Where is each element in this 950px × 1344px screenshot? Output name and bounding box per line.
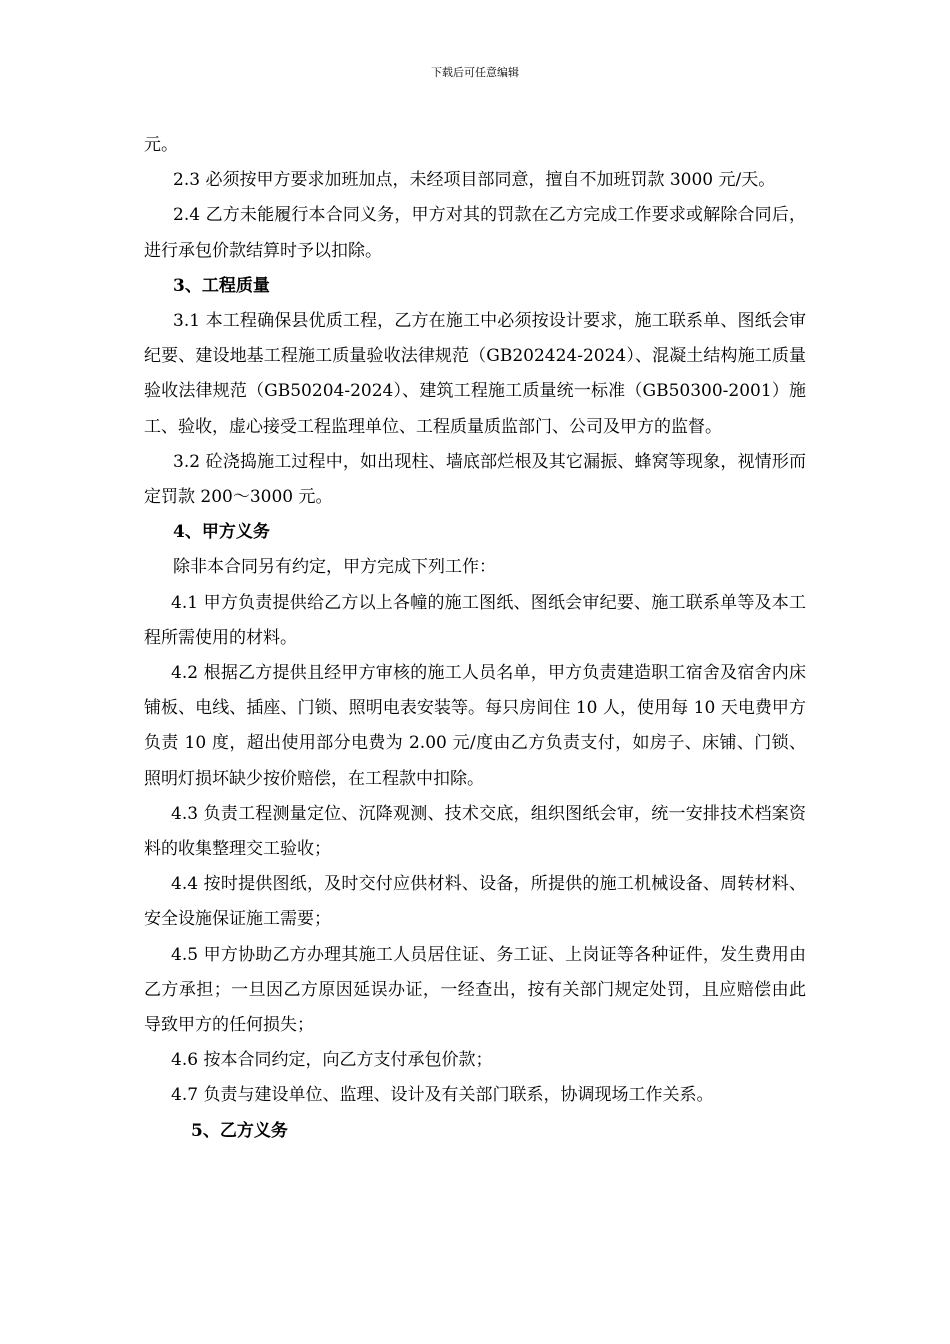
paragraph-4-intro: 除非本合同另有约定，甲方完成下列工作： (173, 557, 496, 578)
paragraph-2-3: 2.3 必须按甲方要求加班加点，未经项目部同意，擅自不加班罚款 3000 元/天。 (173, 170, 776, 191)
paragraph-4-7: 4.7 负责与建设单位、监理、设计及有关部门联系，协调现场工作关系。 (171, 1085, 714, 1106)
document-body (144, 128, 806, 1149)
paragraph-4-4: 4.4 按时提供图纸，及时交付应供材料、设备，所提供的施工机械设备、周转材料、安全设施保证施工需要； (144, 874, 806, 930)
paragraph-4-5: 4.5 甲方协助乙方办理其施工人员居住证、务工证、上岗证等各种证件，发生费用由乙方承担；一旦因乙方原因延误办证，一经查出，按有关部门规定处罚，且应赔偿由此导致甲方的任何损失； (144, 944, 806, 1036)
paragraph-4-3: 4.3 负责工程测量定位、沉降观测、技术交底，组织图纸会审，统一安排技术档案资料的收集整理交工验收； (144, 803, 806, 860)
paragraph-3-2: 3.2 砼浇捣施工过程中，如出现柱、墙底部烂根及其它漏振、蜂窝等现象，视情形而定罚款 200～3000 元。 (144, 451, 806, 508)
section-heading-party-b: 5、乙方义务 (191, 1120, 288, 1141)
paragraph-3-1: 3.1 本工程确保县优质工程，乙方在施工中必须按设计要求，施工联系单、图纸会审纪要、建设地基工程施工质量验收法律规范（GB202424-2024）、混凝土结构施工质量验收法律规范（GB50204-2024）、建筑工程施工质量统一标准（GB50300-2001）施工、验收，虚心接受工程监理单位、工程质量质监部门、公司及甲方的监督。 (144, 311, 806, 437)
section-heading-quality: 3、工程质量 (173, 275, 270, 296)
paragraph-2-4: 2.4 乙方未能履行本合同义务，甲方对其的罚款在乙方完成工作要求或解除合同后，进行承包价款结算时予以扣除。 (144, 205, 806, 261)
paragraph-4-2: 4.2 根据乙方提供且经甲方审核的施工人员名单，甲方负责建造职工宿舍及宿舍内床铺板、电线、插座、门锁、照明电表安装等。每只房间住 10 人，使用每 10 天电费甲方负责 10 度，超出使用部分电费为 2.00 元/度由乙方负责支付，如房子、床铺、门锁、照明灯损坏缺少按价赔偿，在工程款中扣除。 (144, 663, 806, 789)
section-heading-party-a: 4、甲方义务 (173, 522, 270, 543)
paragraph-4-6: 4.6 按本合同约定，向乙方支付承包价款； (171, 1050, 493, 1071)
paragraph-continuation: 元。 (144, 135, 178, 155)
page-header: 下载后可任意编辑 (431, 66, 519, 79)
paragraph-4-1: 4.1 甲方负责提供给乙方以上各幢的施工图纸、图纸会审纪要、施工联系单等及本工程所需使用的材料。 (144, 592, 806, 648)
